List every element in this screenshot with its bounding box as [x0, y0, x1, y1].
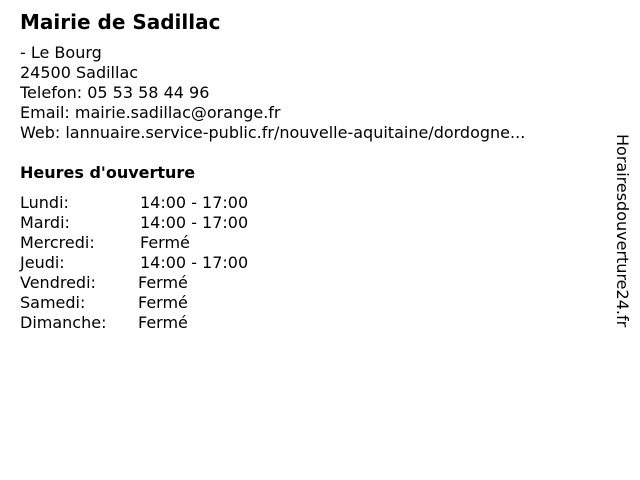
day-hours: Fermé	[138, 273, 188, 292]
day-hours: Fermé	[138, 293, 188, 312]
web-line: Web: lannuaire.service-public.fr/nouvelle-aquitaine/dordogne...	[20, 123, 526, 142]
day-hours: Fermé	[140, 233, 190, 252]
hours-heading: Heures d'ouverture	[20, 163, 196, 182]
email-line: Email: mairie.sadillac@orange.fr	[20, 103, 281, 122]
site-brand-vertical: Horairesdouverture24.fr	[613, 134, 632, 328]
day-hours: 14:00 - 17:00	[140, 193, 249, 212]
hours-row-thursday	[20, 253, 248, 273]
hours-row-tuesday	[20, 213, 248, 233]
day-hours: 14:00 - 17:00	[140, 213, 249, 232]
day-label: Mercredi:	[20, 233, 95, 252]
day-label: Lundi:	[20, 193, 69, 212]
hours-row-monday	[20, 193, 248, 213]
phone-line: Telefon: 05 53 58 44 96	[20, 83, 210, 102]
address-street: - Le Bourg	[20, 43, 102, 62]
hours-row-saturday	[20, 293, 248, 313]
hours-row-wednesday	[20, 233, 248, 253]
day-label: Dimanche:	[20, 313, 107, 332]
page-title: Mairie de Sadillac	[20, 10, 221, 34]
day-hours: 14:00 - 17:00	[140, 253, 249, 272]
day-label: Vendredi:	[20, 273, 96, 292]
day-label: Jeudi:	[20, 253, 65, 272]
hours-row-sunday	[20, 313, 248, 333]
opening-hours-table	[20, 193, 248, 333]
day-label: Mardi:	[20, 213, 70, 232]
hours-row-friday	[20, 273, 248, 293]
address-city: 24500 Sadillac	[20, 63, 139, 82]
day-hours: Fermé	[138, 313, 188, 332]
address-block	[20, 43, 590, 143]
day-label: Samedi:	[20, 293, 86, 312]
